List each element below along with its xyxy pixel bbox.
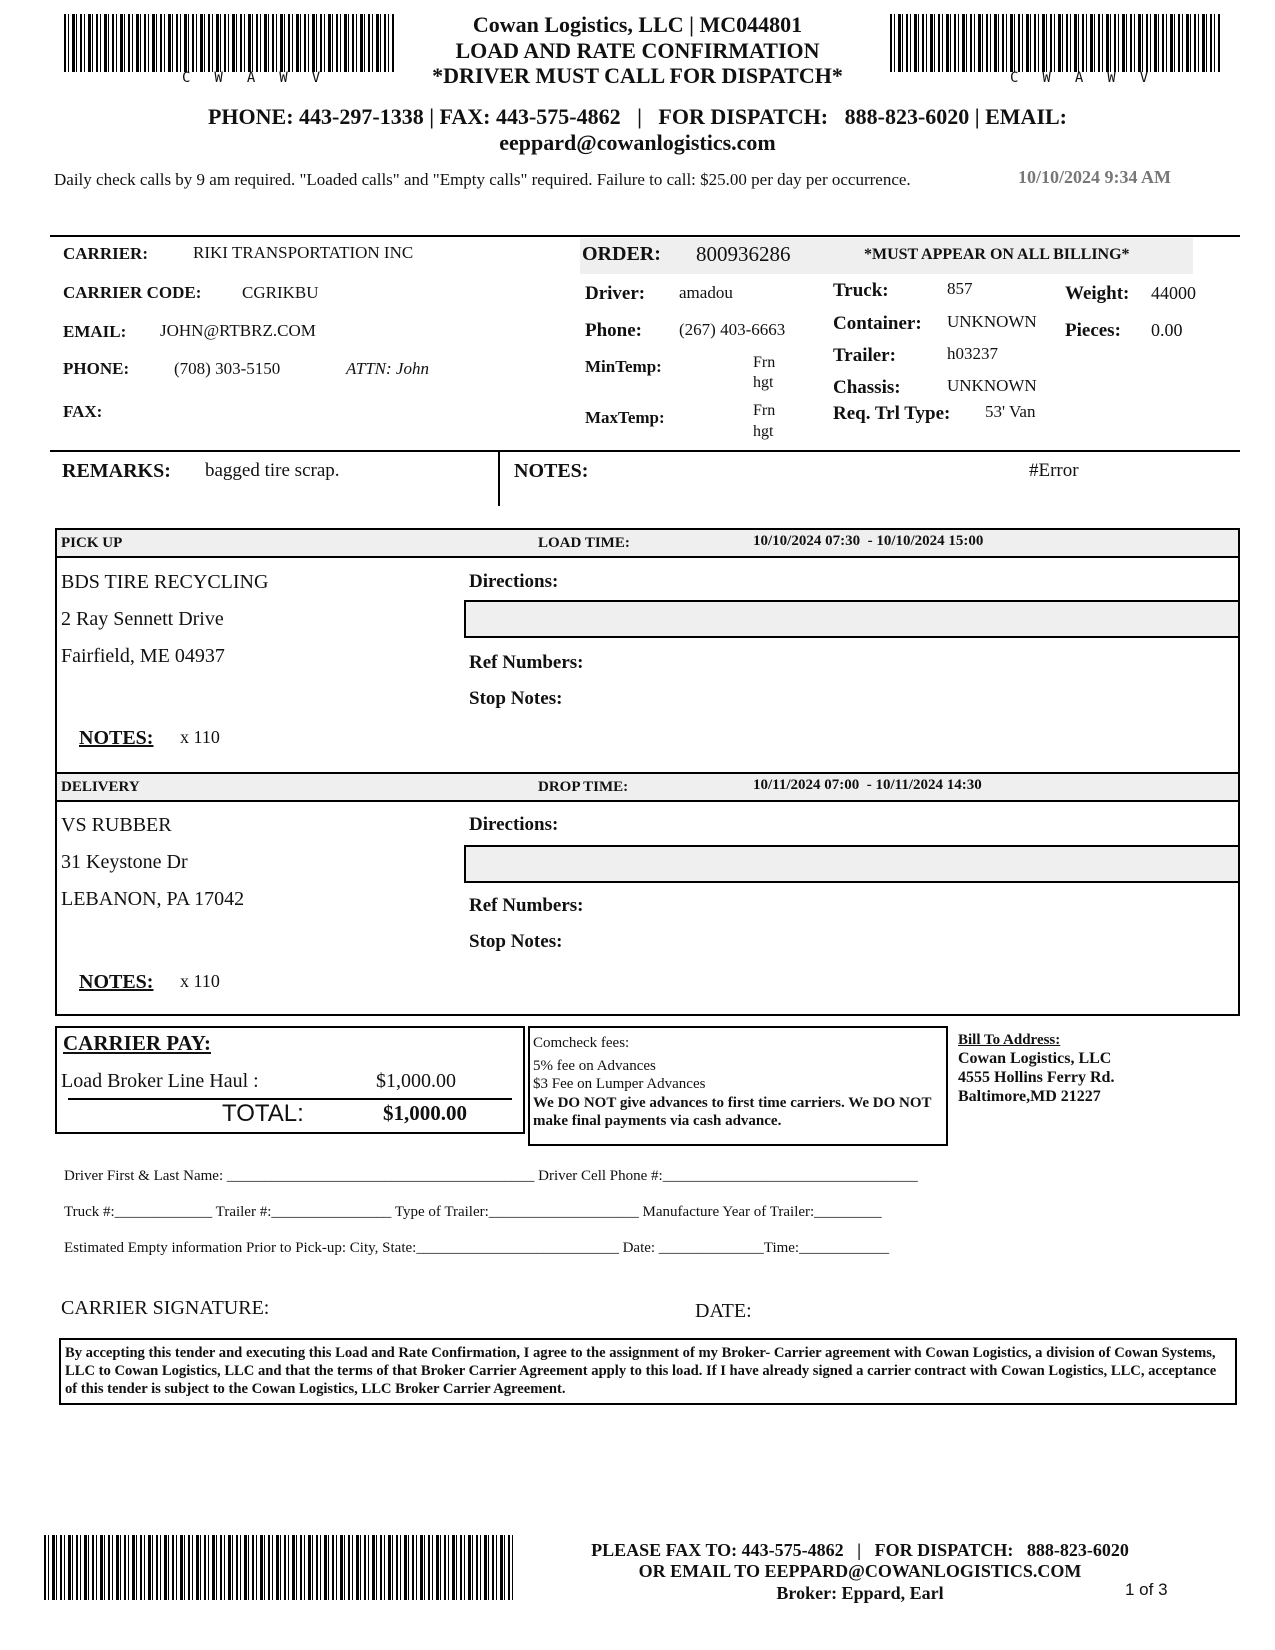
truck-label: Truck: bbox=[833, 280, 889, 301]
carrier-email-label: EMAIL: bbox=[63, 322, 127, 341]
truck-value: 857 bbox=[947, 279, 973, 298]
bill-to-line-2: 4555 Hollins Ferry Rd. bbox=[958, 1069, 1115, 1086]
req-trl-type-value: 53' Van bbox=[985, 402, 1036, 421]
mintemp-label: MinTemp: bbox=[585, 357, 662, 376]
form-line-truck[interactable]: Truck #:_____________ Trailer #:________________ Type of Trailer:____________________ Manufacture Year of Trailer:_________ bbox=[64, 1204, 882, 1220]
chassis-value: UNKNOWN bbox=[947, 376, 1037, 395]
delivery-directions-field bbox=[464, 845, 1240, 883]
bill-to-head: Bill To Address: bbox=[958, 1032, 1061, 1048]
form-line-driver[interactable]: Driver First & Last Name: _________________________________________ Driver Cell Phone #:__________________________________ bbox=[64, 1168, 918, 1184]
delivery-address-1: 31 Keystone Dr bbox=[61, 851, 188, 873]
driver-notice: *DRIVER MUST CALL FOR DISPATCH* bbox=[432, 63, 843, 88]
delivery-header-bar bbox=[57, 774, 1238, 802]
barcode-footer bbox=[44, 1535, 514, 1600]
pickup-stop-label: Stop Notes: bbox=[469, 688, 563, 709]
pickup-head: PICK UP bbox=[61, 535, 123, 551]
agreement-text: By accepting this tender and executing this Load and Rate Confirmation, I agree to the assignment of my Broker- Carrier agreement with Cowan Logistics, a division of Cowan Systems, LLC to Cowan Logistics, LLC and that the terms of that Broker Carrier Agreement apply to this load. If I have already signed a carrier contract with Cowan Logistics, LLC, acceptance of this tender is subject to the Cowan Logistics, LLC Broker Carrier Agreement. bbox=[65, 1345, 1217, 1397]
carrier-attn: ATTN: John bbox=[346, 359, 429, 378]
mintemp-value-2: hgt bbox=[753, 374, 774, 391]
order-phone-label: Phone: bbox=[585, 320, 642, 341]
carrier-pay-head: CARRIER PAY: bbox=[63, 1031, 211, 1055]
notes-label: NOTES: bbox=[514, 460, 589, 482]
pickup-address-1: 2 Ray Sennett Drive bbox=[61, 608, 224, 630]
maxtemp-label: MaxTemp: bbox=[585, 408, 665, 427]
container-value: UNKNOWN bbox=[947, 312, 1037, 331]
divider-remarks bbox=[50, 450, 1240, 452]
billing-note: *MUST APPEAR ON ALL BILLING* bbox=[864, 246, 1130, 263]
pickup-header-bar bbox=[57, 530, 1238, 558]
delivery-head: DELIVERY bbox=[61, 779, 140, 795]
carrier-email-value: JOHN@RTBRZ.COM bbox=[160, 321, 316, 340]
company-line: Cowan Logistics, LLC | MC044801 bbox=[472, 12, 803, 37]
timestamp: 10/10/2024 9:34 AM bbox=[1018, 167, 1171, 187]
weight-value: 44000 bbox=[1151, 283, 1196, 303]
line-haul-value: $1,000.00 bbox=[376, 1070, 456, 1092]
bill-to-line-3: Baltimore,MD 21227 bbox=[958, 1088, 1101, 1105]
drop-time-label: DROP TIME: bbox=[538, 779, 629, 795]
load-time-value: 10/10/2024 07:30 - 10/10/2024 15:00 bbox=[753, 533, 984, 549]
pieces-value: 0.00 bbox=[1151, 320, 1183, 340]
mintemp-value-1: Frn bbox=[753, 354, 776, 371]
contact-line-1: PHONE: 443-297-1338 | FAX: 443-575-4862 | FOR DISPATCH: 888-823-6020 | EMAIL: bbox=[207, 104, 1068, 129]
pickup-notes-label: NOTES: bbox=[79, 727, 154, 749]
total-label: TOTAL: bbox=[222, 1100, 304, 1127]
trailer-label: Trailer: bbox=[833, 345, 896, 366]
pickup-directions-field bbox=[464, 600, 1240, 638]
total-value: $1,000.00 bbox=[383, 1101, 467, 1125]
barcode-left-text: CWAWV bbox=[182, 70, 345, 86]
footer-broker: Broker: Eppard, Earl bbox=[776, 1583, 944, 1603]
barcode-right-text: CWAWV bbox=[1010, 70, 1173, 86]
pickup-name: BDS TIRE RECYCLING bbox=[61, 571, 269, 593]
carrier-value: RIKI TRANSPORTATION INC bbox=[193, 243, 414, 262]
load-time-label: LOAD TIME: bbox=[538, 535, 630, 551]
driver-value: amadou bbox=[679, 283, 733, 302]
divider-top bbox=[50, 235, 1240, 237]
check-calls-text: Daily check calls by 9 am required. "Loaded calls" and "Empty calls" required. Failure to call: $25.00 per day per occurrence. bbox=[54, 170, 911, 189]
footer-line-2: OR EMAIL TO EEPPARD@COWANLOGISTICS.COM bbox=[638, 1561, 1082, 1581]
carrier-phone-value: (708) 303-5150 bbox=[174, 359, 281, 378]
driver-label: Driver: bbox=[585, 283, 646, 304]
carrier-code-label: CARRIER CODE: bbox=[63, 283, 202, 302]
comcheck-line-2: 5% fee on Advances bbox=[533, 1058, 656, 1074]
pickup-address-2: Fairfield, ME 04937 bbox=[61, 645, 225, 667]
contact-line-2: eeppard@cowanlogistics.com bbox=[499, 130, 776, 155]
maxtemp-value-2: hgt bbox=[753, 423, 774, 440]
order-label: ORDER: bbox=[582, 243, 661, 265]
delivery-directions-label: Directions: bbox=[469, 814, 559, 835]
pickup-directions-label: Directions: bbox=[469, 571, 559, 592]
footer-line-1: PLEASE FAX TO: 443-575-4862 | FOR DISPATCH: 888-823-6020 bbox=[591, 1540, 1129, 1560]
comcheck-line-1: Comcheck fees: bbox=[533, 1035, 630, 1051]
page-number: 1 of 3 bbox=[1125, 1580, 1168, 1599]
remarks-value: bagged tire scrap. bbox=[205, 460, 340, 481]
comcheck-line-3: $3 Fee on Lumper Advances bbox=[533, 1076, 706, 1092]
carrier-code-value: CGRIKBU bbox=[242, 283, 319, 302]
remarks-divider bbox=[498, 452, 500, 506]
carrier-label: CARRIER: bbox=[63, 244, 148, 263]
carrier-fax-label: FAX: bbox=[63, 402, 103, 421]
pickup-notes-value: x 110 bbox=[180, 727, 220, 747]
date-label[interactable]: DATE: bbox=[695, 1300, 752, 1322]
carrier-signature-label[interactable]: CARRIER SIGNATURE: bbox=[61, 1297, 270, 1319]
delivery-notes-label: NOTES: bbox=[79, 971, 154, 993]
maxtemp-value-1: Frn bbox=[753, 402, 776, 419]
order-number: 800936286 bbox=[696, 242, 791, 266]
comcheck-line-4: We DO NOT give advances to first time carriers. We DO NOT make final payments via cash advance. bbox=[533, 1095, 932, 1129]
delivery-notes-value: x 110 bbox=[180, 971, 220, 991]
pieces-label: Pieces: bbox=[1065, 320, 1121, 341]
notes-value: #Error bbox=[1029, 460, 1079, 481]
order-phone-value: (267) 403-6663 bbox=[679, 320, 786, 339]
delivery-stop-label: Stop Notes: bbox=[469, 931, 563, 952]
doc-title: LOAD AND RATE CONFIRMATION bbox=[455, 38, 820, 63]
form-line-empty-info[interactable]: Estimated Empty information Prior to Pick-up: City, State:___________________________ Date: ______________Time:____________ bbox=[64, 1240, 890, 1256]
pickup-ref-label: Ref Numbers: bbox=[469, 652, 584, 673]
trailer-value: h03237 bbox=[947, 344, 998, 363]
line-haul-label: Load Broker Line Haul : bbox=[61, 1070, 259, 1092]
pickup-box bbox=[55, 528, 1240, 774]
weight-label: Weight: bbox=[1065, 283, 1130, 304]
carrier-phone-label: PHONE: bbox=[63, 359, 130, 378]
drop-time-value: 10/11/2024 07:00 - 10/11/2024 14:30 bbox=[753, 777, 982, 793]
req-trl-type-label: Req. Trl Type: bbox=[833, 403, 951, 424]
chassis-label: Chassis: bbox=[833, 377, 901, 398]
delivery-name: VS RUBBER bbox=[61, 814, 172, 836]
delivery-ref-label: Ref Numbers: bbox=[469, 895, 584, 916]
delivery-address-2: LEBANON, PA 17042 bbox=[61, 888, 245, 910]
remarks-label: REMARKS: bbox=[62, 460, 171, 482]
container-label: Container: bbox=[833, 313, 922, 334]
bill-to-line-1: Cowan Logistics, LLC bbox=[958, 1050, 1112, 1067]
